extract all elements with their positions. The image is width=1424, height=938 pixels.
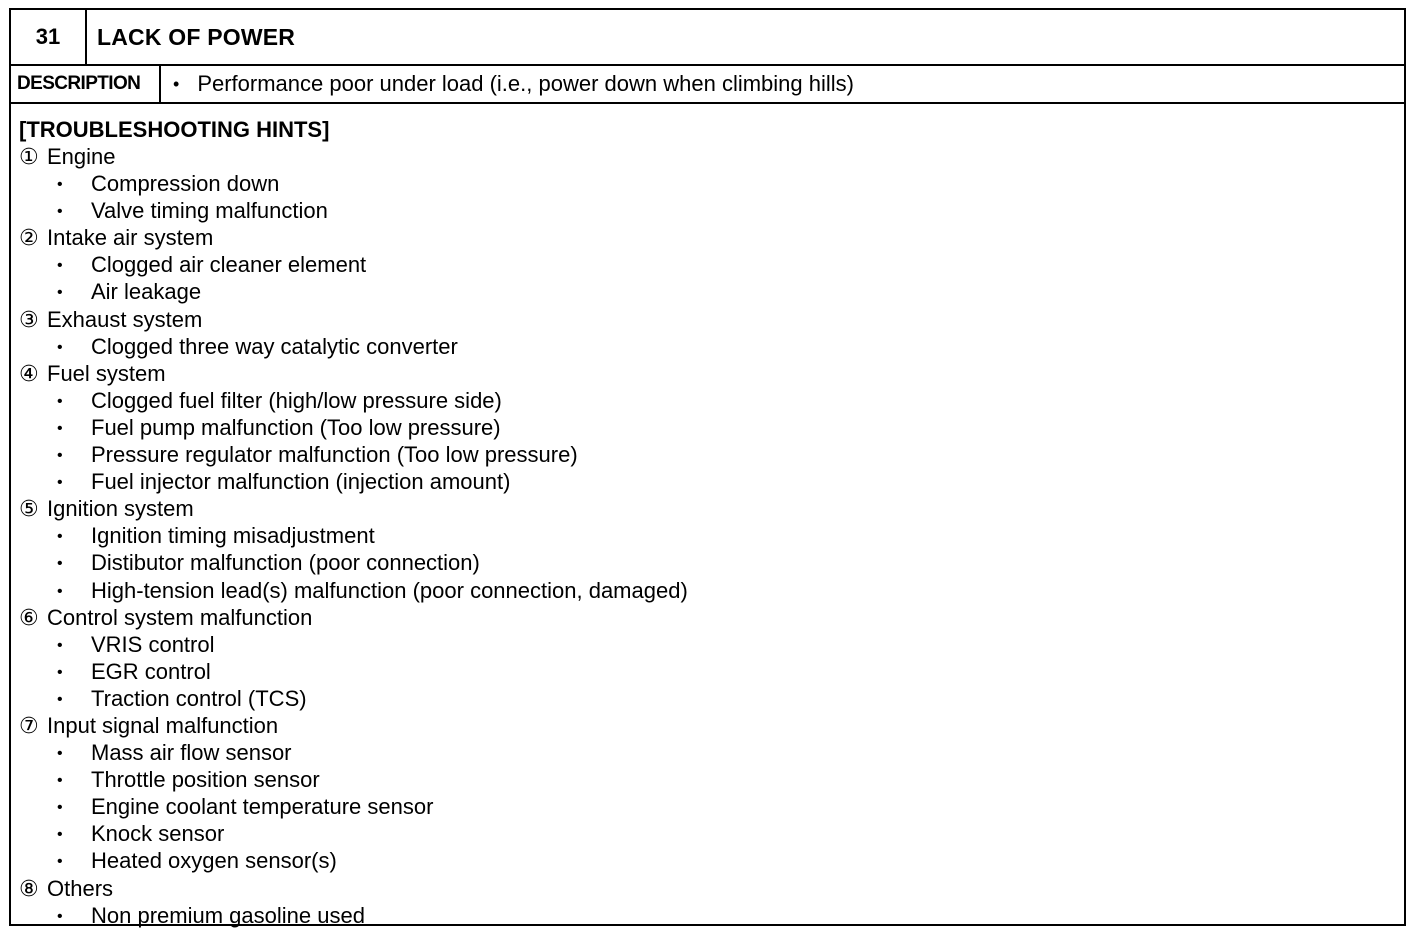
- hints-section: [11, 104, 1404, 928]
- list-item: [19, 333, 1404, 360]
- list-item: [19, 793, 1404, 820]
- list-item: [19, 414, 1404, 441]
- group-title-text: Fuel system: [47, 360, 166, 386]
- group-title-text: Control system malfunction: [47, 604, 313, 630]
- list-item-text: Valve timing malfunction: [91, 198, 328, 224]
- bullet-icon: •: [57, 636, 63, 654]
- list-item-text: Distibutor malfunction (poor connection): [91, 550, 480, 576]
- bullet-icon: •: [57, 474, 63, 492]
- bullet-icon: •: [57, 826, 63, 844]
- list-item: [19, 468, 1404, 495]
- bullet-icon: •: [57, 772, 63, 790]
- group-number: ④: [19, 360, 39, 386]
- bullet-icon: •: [57, 392, 63, 410]
- code-number: 31: [11, 10, 87, 64]
- hint-group-title: [19, 495, 1404, 522]
- bullet-icon: •: [57, 582, 63, 600]
- list-item: [19, 685, 1404, 712]
- hint-group-title: [19, 712, 1404, 739]
- list-item-text: Fuel pump malfunction (Too low pressure): [91, 414, 501, 440]
- hints-heading: [TROUBLESHOOTING HINTS]: [19, 117, 330, 142]
- list-item: [19, 549, 1404, 576]
- list-item: [19, 197, 1404, 224]
- troubleshooting-sheet: [9, 8, 1406, 926]
- hint-group-title: [19, 143, 1404, 170]
- list-item-text: Clogged fuel filter (high/low pressure side): [91, 387, 502, 413]
- list-item: [19, 820, 1404, 847]
- list-item-text: EGR control: [91, 658, 211, 684]
- bullet-icon: •: [57, 907, 63, 925]
- list-item: [19, 902, 1404, 929]
- list-item-text: Pressure regulator malfunction (Too low pressure): [91, 442, 578, 468]
- bullet-icon: •: [57, 284, 63, 302]
- list-item: [19, 278, 1404, 305]
- list-item-text: Clogged three way catalytic converter: [91, 333, 458, 359]
- list-item-text: Traction control (TCS): [91, 685, 307, 711]
- description-label: DESCRIPTION: [11, 66, 161, 102]
- description-row: [11, 66, 1404, 104]
- group-title-text: Others: [47, 875, 114, 901]
- list-item-text: Fuel injector malfunction (injection amount): [91, 469, 511, 495]
- list-item: [19, 522, 1404, 549]
- title-row: [11, 10, 1404, 66]
- bullet-icon: •: [57, 528, 63, 546]
- group-number: ②: [19, 225, 39, 251]
- list-item-text: Non premium gasoline used: [91, 902, 365, 928]
- list-item-text: Throttle position sensor: [91, 767, 320, 793]
- bullet-icon: •: [57, 690, 63, 708]
- group-number: ③: [19, 306, 39, 332]
- list-item: [19, 766, 1404, 793]
- hint-group-title: [19, 224, 1404, 251]
- list-item: [19, 441, 1404, 468]
- list-item: [19, 631, 1404, 658]
- page-title: LACK OF POWER: [97, 23, 296, 50]
- list-item-text: High-tension lead(s) malfunction (poor connection, damaged): [91, 577, 688, 603]
- list-item-text: Heated oxygen sensor(s): [91, 848, 337, 874]
- list-item-text: Clogged air cleaner element: [91, 252, 367, 278]
- list-item-text: VRIS control: [91, 631, 215, 657]
- bullet-icon: •: [57, 257, 63, 275]
- bullet-icon: •: [57, 203, 63, 221]
- group-number: ⑤: [19, 496, 39, 522]
- bullet-icon: •: [57, 176, 63, 194]
- hint-group-title: [19, 604, 1404, 631]
- hints-list: [19, 143, 1404, 929]
- bullet-icon: •: [57, 663, 63, 681]
- list-item-text: Engine coolant temperature sensor: [91, 794, 434, 820]
- list-item: [19, 251, 1404, 278]
- group-title-text: Ignition system: [47, 496, 194, 522]
- list-item: [19, 577, 1404, 604]
- list-item: [19, 739, 1404, 766]
- bullet-icon: •: [57, 853, 63, 871]
- description-text: Performance poor under load (i.e., power down when climbing hills): [197, 71, 854, 96]
- group-title-text: Input signal malfunction: [47, 712, 279, 738]
- description-content: [173, 66, 854, 102]
- list-item: [19, 658, 1404, 685]
- bullet-icon: •: [57, 745, 63, 763]
- group-number: ⑥: [19, 604, 39, 630]
- list-item-text: Compression down: [91, 171, 280, 197]
- group-number: ⑧: [19, 875, 39, 901]
- group-number: ⑦: [19, 712, 39, 738]
- group-number: ①: [19, 144, 39, 169]
- list-item: [19, 847, 1404, 874]
- list-item-text: Ignition timing misadjustment: [91, 523, 375, 549]
- group-title-text: Exhaust system: [47, 306, 203, 332]
- bullet-icon: •: [57, 799, 63, 817]
- list-item-text: Air leakage: [91, 279, 202, 305]
- list-item: [19, 387, 1404, 414]
- bullet-icon: •: [57, 419, 63, 437]
- group-title-text: Intake air system: [47, 225, 214, 251]
- list-item-text: Knock sensor: [91, 821, 225, 847]
- group-title-text: Engine: [47, 144, 116, 169]
- list-item: [19, 170, 1404, 197]
- list-item-text: Mass air flow sensor: [91, 740, 292, 766]
- bullet-icon: •: [57, 338, 63, 356]
- hint-group-title: [19, 875, 1404, 902]
- hint-group-title: [19, 360, 1404, 387]
- bullet-icon: •: [57, 555, 63, 573]
- hint-group-title: [19, 306, 1404, 333]
- bullet-icon: •: [173, 73, 180, 94]
- bullet-icon: •: [57, 447, 63, 465]
